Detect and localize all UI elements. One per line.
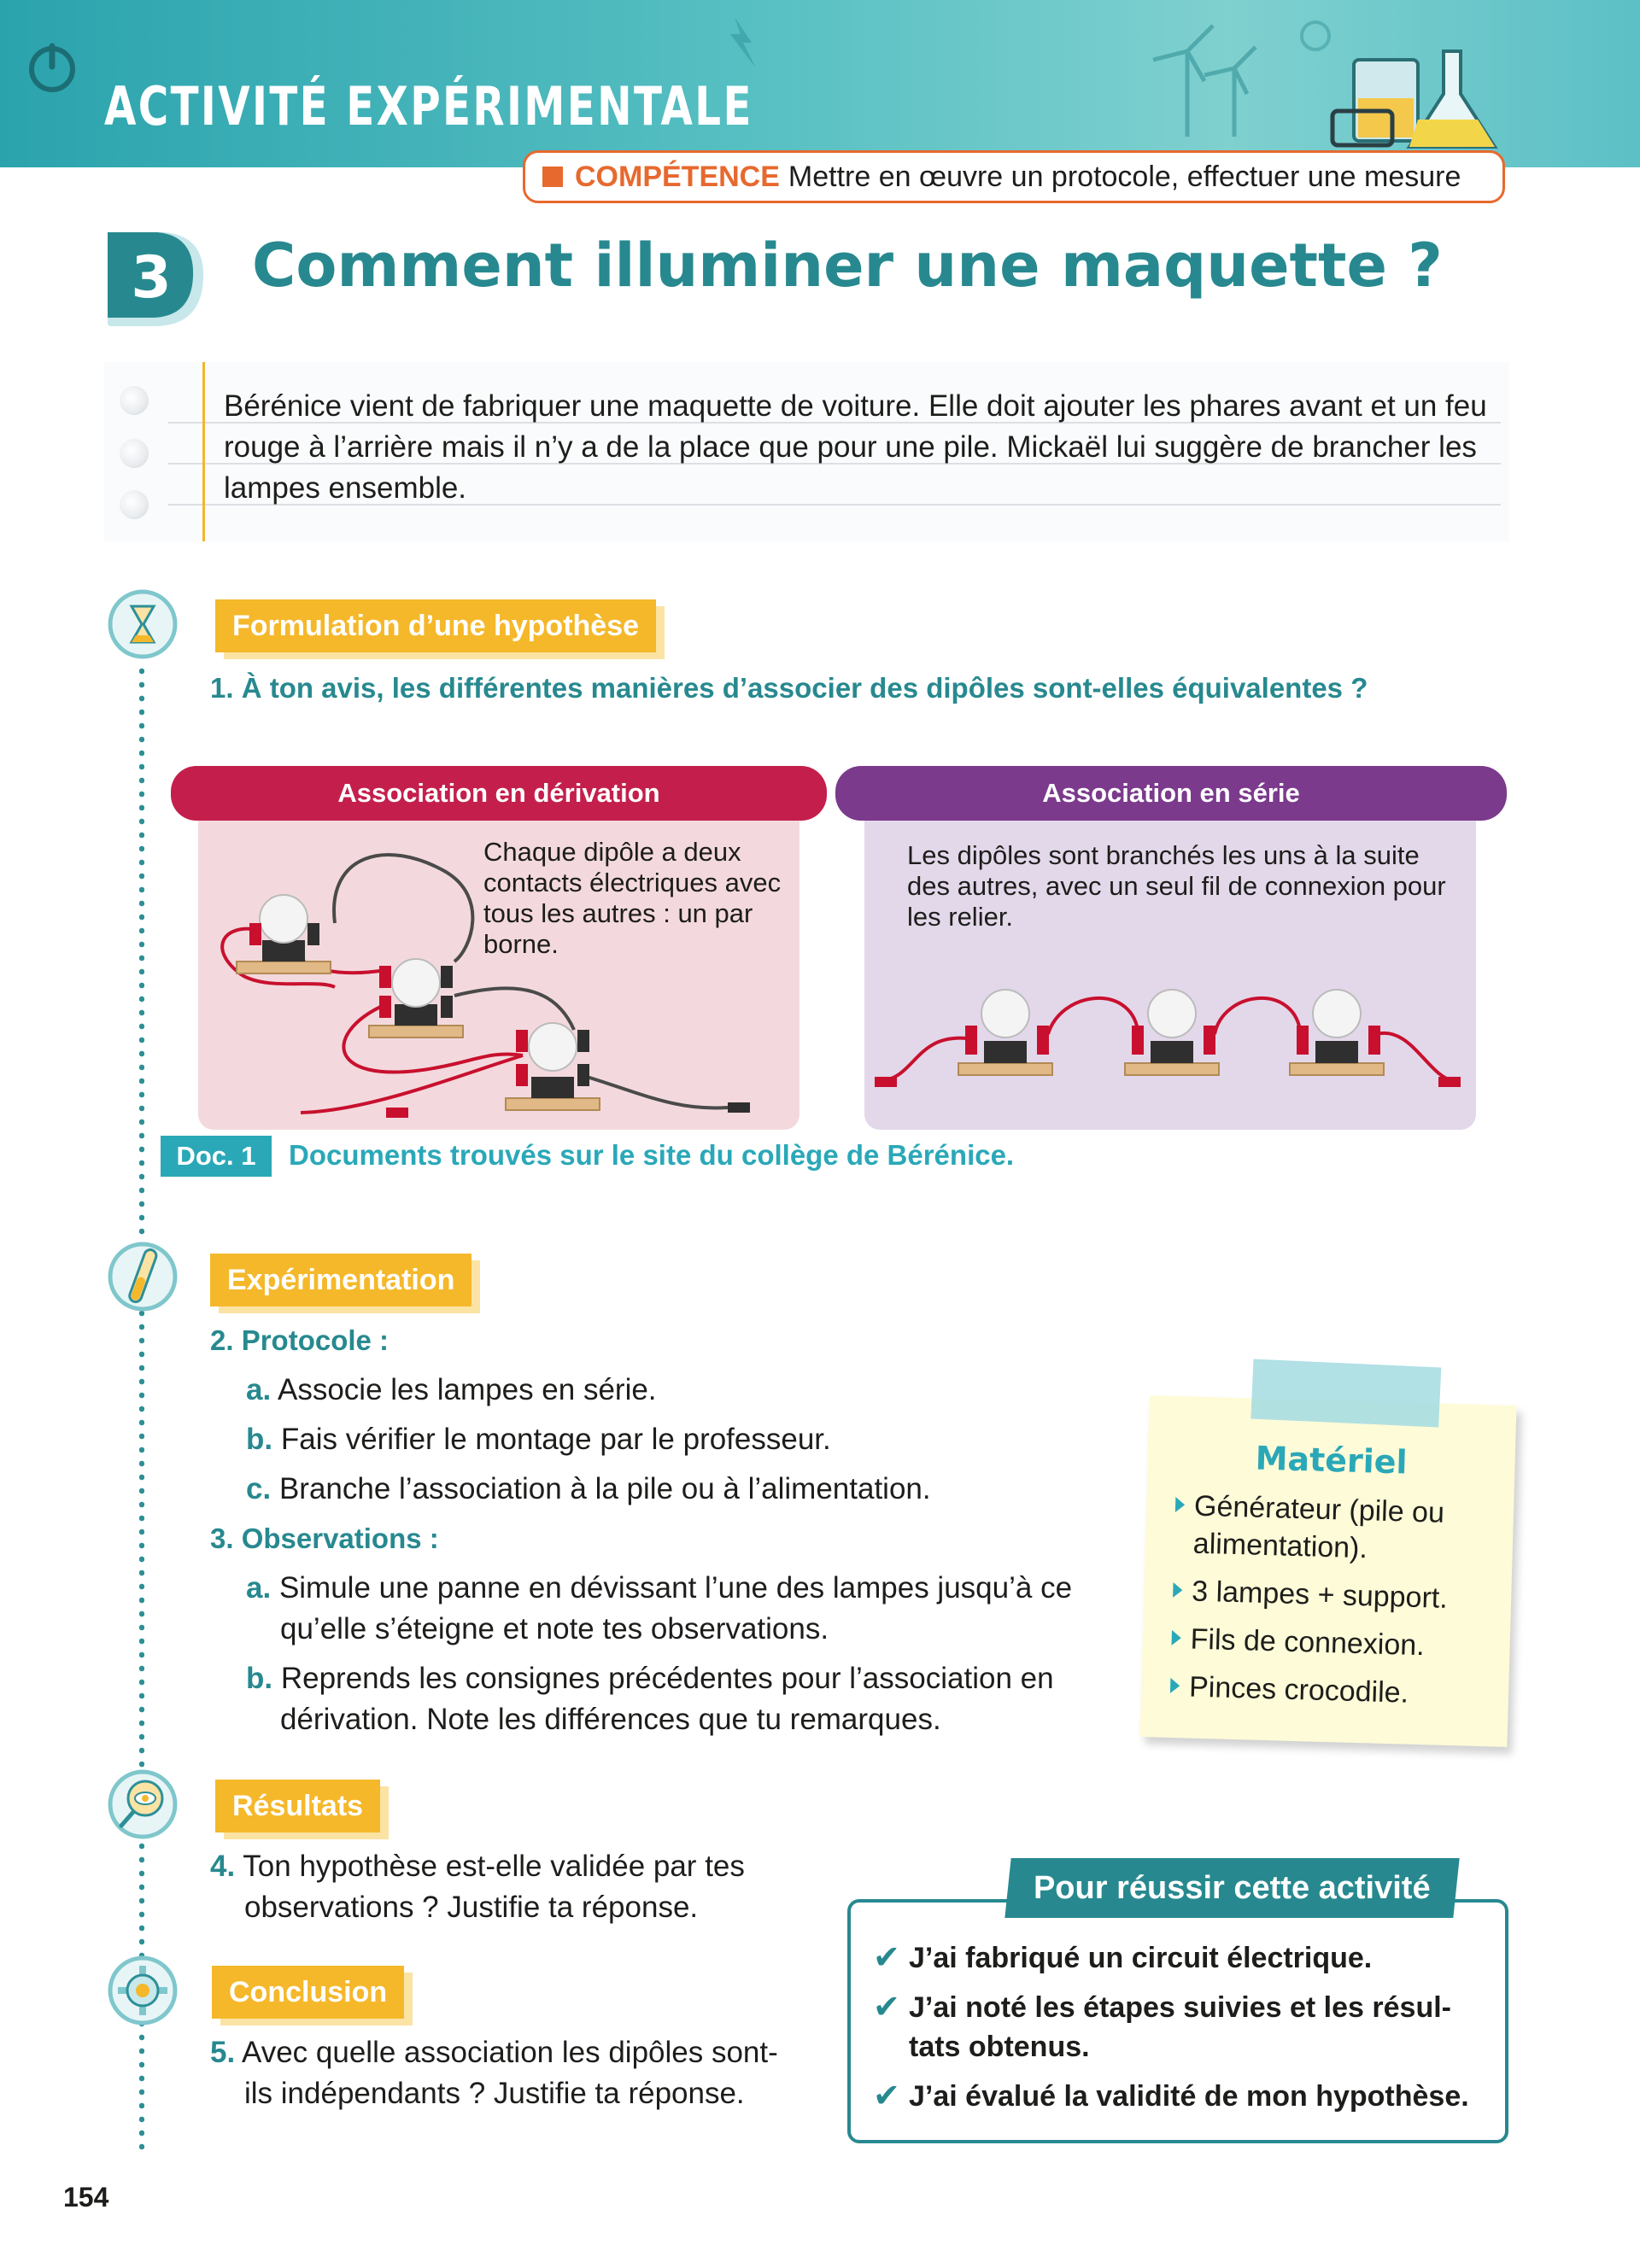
hourglass-icon <box>106 587 179 661</box>
tag-hypothese: Formulation d’une hypothèse <box>215 599 656 652</box>
materiel-item: 3 lampes + support. <box>1173 1572 1507 1619</box>
reussir-item <box>873 1938 1488 1978</box>
reussir-list <box>873 1938 1488 2126</box>
serie-circuit-illustration <box>864 821 1476 1130</box>
bulb-2 <box>369 959 463 1038</box>
tag-conclusion: Conclusion <box>212 1966 404 2019</box>
competence-text: Mettre en œuvre un protocole, effectuer une mesure <box>788 160 1461 193</box>
reussir-item-text: J’ai fabriqué un circuit électrique. <box>909 1942 1373 1974</box>
sun-icon <box>1302 22 1329 50</box>
question-1-text: À ton avis, les différentes manières d’associer des dipôles sont-elles équivalentes ? <box>241 672 1368 704</box>
question-4-text: Ton hypothèse est-elle validée par tes observations ? Justifie ta réponse. <box>243 1850 745 1924</box>
step-letter: b. <box>246 1423 273 1456</box>
activity-number: 3 <box>131 244 172 312</box>
intro-text: Bérénice vient de fabriquer une maquette de voiture. Elle doit ajouter les phares avant et un feu rouge à l’arrière mais il n’y a de la place que pour une pile. Mickaël lui suggère de brancher les lampes ensemble. <box>224 389 1487 505</box>
step-letter: a. <box>246 1373 272 1406</box>
protocole-step-c <box>246 1469 931 1510</box>
question-5 <box>210 2032 791 2114</box>
serie-header: Association en série <box>835 766 1507 821</box>
banner-title: ACTIVITÉ EXPÉRIMENTALE <box>104 75 753 137</box>
step-text: Branche l’association à la pile ou à l’alimentation. <box>278 1472 931 1505</box>
protocole-heading: 2. Protocole : <box>210 1324 390 1356</box>
question-5-number: 5. <box>210 2036 236 2069</box>
observations-heading: 3. Observations : <box>210 1523 439 1554</box>
materiel-item: Générateur (pile ou alimentation). <box>1174 1487 1508 1571</box>
notebook-margin <box>202 362 205 541</box>
observation-step-a <box>246 1568 1092 1650</box>
notebook-hole <box>120 490 149 519</box>
bulb-1 <box>237 895 331 973</box>
power-icon <box>26 41 79 94</box>
protocole-step-b <box>246 1419 831 1460</box>
bulb-3 <box>506 1023 600 1110</box>
competence-square-icon <box>542 167 563 187</box>
step-text: Simule une panne en dévissant l’une des lampes jusqu’à ce qu’elle s’éteigne et note tes observations. <box>278 1571 1073 1645</box>
materiel-note <box>1139 1395 1516 1747</box>
competence-pill <box>523 150 1505 203</box>
derivation-header: Association en dérivation <box>171 766 827 821</box>
question-5-text: Avec quelle association les dipôles sont-ils indépendants ? Justifie ta réponse. <box>242 2036 778 2110</box>
derivation-text: Chaque dipôle a deux contacts électriques avec tous les autres : un par borne. <box>483 837 782 959</box>
gear-icon <box>106 1954 179 2027</box>
serie-text: Les dipôles sont branchés les uns à la suite des autres, avec un seul fil de connexion pour les relier. <box>907 840 1446 932</box>
protocole-step-a <box>246 1370 657 1411</box>
check-icon: ✔ <box>873 1940 900 1976</box>
serie-bulb-1 <box>958 990 1052 1075</box>
activity-number-badge <box>104 229 207 330</box>
test-tube-icon <box>106 1240 179 1313</box>
question-4 <box>210 1846 825 1928</box>
step-text: Fais vérifier le montage par le professeur. <box>280 1423 831 1456</box>
reussir-title <box>1004 1858 1459 1918</box>
lab-glassware-icon <box>1332 51 1495 147</box>
derivation-circuit-illustration <box>198 821 800 1130</box>
serie-plug-left <box>875 1077 897 1087</box>
tag-resultats: Résultats <box>215 1780 380 1833</box>
check-icon: ✔ <box>873 2078 900 2114</box>
timeline-dots <box>139 664 144 2150</box>
step-text: Associe les lampes en série. <box>278 1373 657 1406</box>
notebook-hole <box>120 439 149 468</box>
serie-bulb-3 <box>1290 990 1384 1075</box>
competence-label: COMPÉTENCE <box>575 160 780 193</box>
step-letter: b. <box>246 1662 273 1695</box>
materiel-item: Pinces crocodile. <box>1170 1668 1504 1715</box>
reussir-item <box>873 2077 1488 2116</box>
eye-magnifier-icon <box>106 1768 179 1841</box>
black-plug <box>728 1102 750 1113</box>
doc-label: Doc. 1 <box>161 1136 272 1177</box>
observation-step-b <box>246 1658 1092 1740</box>
serie-plug-right <box>1438 1077 1461 1087</box>
wind-turbines-icon <box>1153 26 1256 137</box>
materiel-list <box>1169 1487 1508 1725</box>
step-letter: a. <box>246 1571 272 1605</box>
page-number: 154 <box>63 2182 109 2212</box>
reussir-item <box>873 1988 1488 2066</box>
reussir-title-text: Pour réussir cette activité <box>1034 1869 1431 1906</box>
serie-bulb-2 <box>1125 990 1219 1075</box>
step-letter: c. <box>246 1472 272 1505</box>
reussir-item-text: J’ai évalué la validité de mon hypothèse. <box>909 2080 1469 2113</box>
notebook-hole <box>120 386 149 415</box>
tape-strip <box>1250 1359 1441 1428</box>
materiel-item: Fils de connexion. <box>1171 1620 1505 1667</box>
lightning-icon <box>730 17 756 68</box>
doc-caption: Documents trouvés sur le site du collège de Bérénice. <box>289 1139 1015 1171</box>
check-icon: ✔ <box>873 1990 900 2025</box>
red-plug <box>386 1108 408 1118</box>
question-1 <box>210 668 1368 709</box>
question-4-number: 4. <box>210 1850 236 1883</box>
materiel-title: Matériel <box>1255 1439 1409 1482</box>
step-text: Reprends les consignes précédentes pour l’association en dérivation. Note les différences que tu remarques. <box>280 1662 1054 1736</box>
page-title: Comment illuminer une maquette ? <box>252 231 1443 301</box>
reussir-item-text: J’ai noté les étapes suivies et les résultats obtenus. <box>909 1991 1451 2063</box>
question-1-number: 1. <box>210 672 234 704</box>
tag-experimentation: Expérimentation <box>210 1254 472 1306</box>
